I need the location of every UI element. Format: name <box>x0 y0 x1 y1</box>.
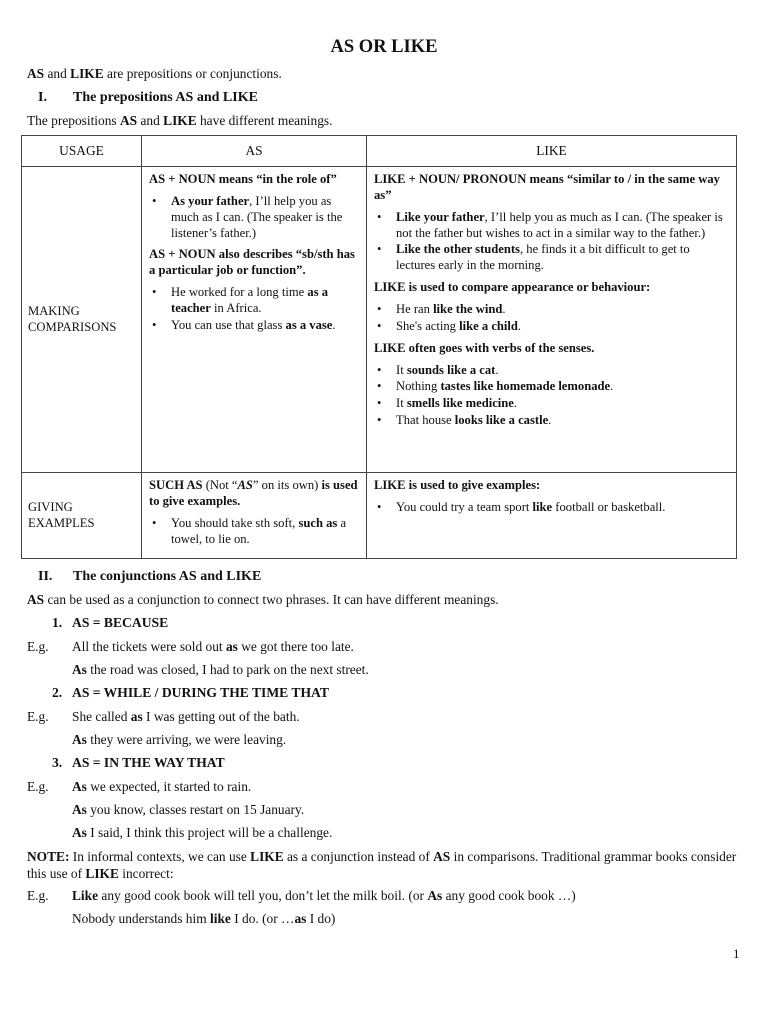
conjunction-item-heading <box>52 614 168 631</box>
table-row-giving-examples <box>22 473 737 559</box>
bullet-icon: • <box>377 499 382 514</box>
header-usage: USAGE <box>22 136 142 167</box>
desc-text: have different meanings. <box>196 113 333 128</box>
example-list <box>149 285 360 334</box>
list-item <box>374 319 730 335</box>
section-2-description <box>27 591 499 608</box>
example-list <box>374 210 730 274</box>
section-number: I. <box>38 90 47 105</box>
example-bold: as <box>294 911 307 926</box>
intro-paragraph <box>27 65 282 82</box>
section-2-heading <box>38 568 261 586</box>
rule-normal: ” on its own) <box>252 478 322 492</box>
example-bold: as a vase <box>285 317 333 332</box>
page-title: AS OR LIKE <box>330 37 438 57</box>
note-example-2 <box>72 910 335 927</box>
rule-bold: is used to give examples. <box>149 478 358 508</box>
example-list <box>374 302 730 335</box>
example-text: It <box>396 396 407 411</box>
row-label-giving-examples <box>22 473 142 559</box>
bullet-icon: • <box>152 317 157 332</box>
intro-text: and <box>44 66 71 81</box>
example-text: You can use that glass <box>171 317 286 332</box>
example-text: He ran <box>396 302 434 317</box>
page-number: 1 <box>733 946 740 961</box>
list-item <box>149 194 360 242</box>
example-sentence <box>72 708 300 725</box>
example-text: football or basketball. <box>552 499 666 514</box>
section-title: The prepositions AS and LIKE <box>73 90 258 105</box>
intro-as: AS <box>27 66 45 81</box>
example-bold: As <box>72 662 87 677</box>
table-row-making-comparisons <box>22 167 737 473</box>
list-item <box>374 242 730 274</box>
list-item <box>374 379 730 395</box>
bullet-icon: • <box>152 515 157 530</box>
bullet-icon: • <box>377 362 382 377</box>
example-text: a towel, to lie on. <box>171 515 347 546</box>
header-like: LIKE <box>367 136 737 167</box>
eg-label: E.g. <box>27 639 49 654</box>
example-text: we got there too late. <box>237 639 354 654</box>
rule-text: LIKE is used to give examples: <box>374 478 541 492</box>
example-list <box>149 516 360 548</box>
example-sentence <box>72 824 332 841</box>
example-text: in Africa. <box>210 301 262 316</box>
example-text: I was getting out of the bath. <box>142 709 300 724</box>
example-bold: Like <box>72 888 99 903</box>
example-bold: As <box>72 802 87 817</box>
list-item <box>374 413 730 429</box>
example-bold: As <box>72 825 87 840</box>
row-label-making-comparisons <box>22 167 142 473</box>
list-item <box>374 363 730 379</box>
example-bold: as <box>130 709 143 724</box>
rule-text: AS + NOUN also describes “sb/sth has a particular job or function”. <box>149 247 355 278</box>
rule-bold: SUCH AS <box>149 478 203 492</box>
example-text: I do. (or … <box>230 911 295 926</box>
example-bold: such as <box>298 515 338 530</box>
example-text: we expected, it started to rain. <box>86 779 252 794</box>
desc-text: The prepositions <box>27 113 120 128</box>
note-text: incorrect: <box>118 866 174 882</box>
example-bold: like a child <box>459 318 518 333</box>
list-item <box>374 210 730 242</box>
example-sentence <box>72 661 369 678</box>
item-heading: AS = WHILE / DURING THE TIME THAT <box>72 685 329 700</box>
section-1-description <box>27 112 332 129</box>
example-list <box>374 363 730 429</box>
note-label: NOTE: <box>27 849 70 864</box>
example-bold: tastes like homemade lemonade <box>440 379 611 394</box>
example-bold: smells like medicine <box>406 396 514 411</box>
list-item <box>374 500 730 516</box>
example-text: they were arriving, we were leaving. <box>86 732 287 747</box>
list-item <box>149 285 360 317</box>
example-text: I do) <box>306 911 336 926</box>
bullet-icon: • <box>377 318 382 333</box>
example-bold: As <box>72 779 87 794</box>
note-example-1 <box>72 887 576 904</box>
desc-as: AS <box>119 113 138 128</box>
example-text: You could try a team sport <box>396 499 533 514</box>
example-sentence <box>72 778 251 795</box>
example-text: That house <box>396 413 455 428</box>
desc-like: LIKE <box>163 113 197 128</box>
prepositions-table <box>21 135 737 559</box>
example-sentence <box>72 801 304 818</box>
note-bold: AS <box>433 849 451 864</box>
example-text: It <box>396 362 407 377</box>
example-text: You should take sth soft, <box>171 515 299 530</box>
section-number: II. <box>38 569 53 584</box>
cell-like-comparisons <box>367 167 737 473</box>
example-bold: As <box>427 888 443 903</box>
example-text: , I’ll help you as much as I can. (The speaker is not the father but wishes to act in a similar way to the father.) <box>396 209 723 240</box>
cell-as-comparisons <box>142 167 367 473</box>
rule-normal: (Not “ <box>202 478 238 492</box>
label-line: GIVING <box>28 499 73 514</box>
example-bold: As your father <box>171 193 250 208</box>
example-text: . <box>495 362 499 377</box>
example-text: Nobody understands him <box>72 911 210 926</box>
example-sentence <box>72 731 286 748</box>
example-bold: like <box>210 911 231 926</box>
rule-text: AS + NOUN means “in the role of” <box>149 172 337 186</box>
example-text: , he finds it a bit difficult to get to lectures early in the morning. <box>396 242 690 273</box>
header-as: AS <box>142 136 367 167</box>
table-header-row <box>22 136 737 167</box>
example-list <box>374 500 730 516</box>
rule-text: LIKE often goes with verbs of the senses. <box>374 340 595 355</box>
eg-label: E.g. <box>27 888 49 903</box>
bullet-icon: • <box>377 302 382 317</box>
example-bold: Like your father <box>396 209 485 224</box>
item-number: 2. <box>52 685 63 700</box>
bullet-icon: • <box>377 396 382 411</box>
example-text: , I’ll help you as much as I can. (The speaker is the listener’s father.) <box>171 193 343 240</box>
desc-text: and <box>137 113 164 128</box>
example-bold: sounds like a cat <box>406 362 496 377</box>
example-bold: as <box>225 639 238 654</box>
example-bold: like the wind <box>433 302 503 317</box>
list-item <box>374 302 730 318</box>
example-text: . <box>332 317 336 332</box>
conjunction-item-heading <box>52 684 329 701</box>
example-text: I said, I think this project will be a challenge. <box>86 825 333 840</box>
note-bold: LIKE <box>85 866 119 882</box>
note-text: In informal contexts, we can use <box>69 849 251 864</box>
example-text: He worked for a long time <box>171 285 308 300</box>
note-text: as a conjunction instead of <box>283 849 434 864</box>
item-heading: AS = IN THE WAY THAT <box>72 755 225 770</box>
example-text: . <box>513 396 518 411</box>
example-text: . <box>610 379 614 394</box>
example-text: the road was closed, I had to park on the next street. <box>86 662 369 677</box>
example-list <box>149 194 360 242</box>
bullet-icon: • <box>377 379 382 394</box>
example-bold: Like the other students <box>396 242 520 257</box>
example-sentence <box>72 638 354 655</box>
example-bold: As <box>72 732 87 747</box>
bullet-icon: • <box>152 193 157 208</box>
bullet-icon: • <box>377 413 382 428</box>
example-text: any good cook book …) <box>442 888 576 903</box>
label-line: COMPARISONS <box>28 319 117 334</box>
label-line: MAKING <box>28 303 80 318</box>
cell-as-examples <box>142 473 367 559</box>
intro-like: LIKE <box>70 66 104 81</box>
example-text: All the tickets were sold out <box>72 639 226 654</box>
note-text: in comparisons. Traditional grammar books consider this use of <box>27 849 737 882</box>
example-text: . <box>548 413 552 428</box>
eg-label: E.g. <box>27 709 49 724</box>
list-item <box>149 318 360 334</box>
example-text: She called <box>72 709 131 724</box>
item-number: 3. <box>52 755 63 770</box>
example-text: you know, classes restart on 15 January. <box>86 802 305 817</box>
desc-text: can be used as a conjunction to connect two phrases. It can have different meanings. <box>44 592 499 607</box>
example-bold: like <box>532 499 553 514</box>
example-text: Nothing <box>396 379 441 394</box>
rule-bold-italic: AS <box>237 478 253 492</box>
rule-text: LIKE + NOUN/ PRONOUN means “similar to / in the same way as” <box>374 172 720 202</box>
note-paragraph <box>27 848 747 882</box>
bullet-icon: • <box>152 285 157 300</box>
item-number: 1. <box>52 615 63 630</box>
eg-label: E.g. <box>27 779 49 794</box>
bullet-icon: • <box>377 242 382 257</box>
rule-text: LIKE is used to compare appearance or behaviour: <box>374 280 651 295</box>
section-title: The conjunctions AS and LIKE <box>73 569 262 584</box>
example-bold: looks like a castle <box>454 413 549 428</box>
list-item <box>149 516 360 548</box>
example-text: She's acting <box>396 318 460 333</box>
example-text: . <box>517 318 522 333</box>
label-line: EXAMPLES <box>28 515 95 530</box>
bullet-icon: • <box>377 209 382 224</box>
example-text: any good cook book will tell you, don’t let the milk boil. (or <box>98 888 428 903</box>
section-1-heading <box>38 89 258 107</box>
cell-like-examples <box>367 473 737 559</box>
example-bold: as a teacher <box>171 285 329 316</box>
example-text: . <box>502 302 506 317</box>
rule-text <box>149 478 360 510</box>
note-bold: LIKE <box>250 849 284 864</box>
desc-as: AS <box>27 592 45 607</box>
item-heading: AS = BECAUSE <box>72 615 169 630</box>
conjunction-item-heading <box>52 754 225 771</box>
intro-text: are prepositions or conjunctions. <box>103 66 282 81</box>
list-item <box>374 396 730 412</box>
